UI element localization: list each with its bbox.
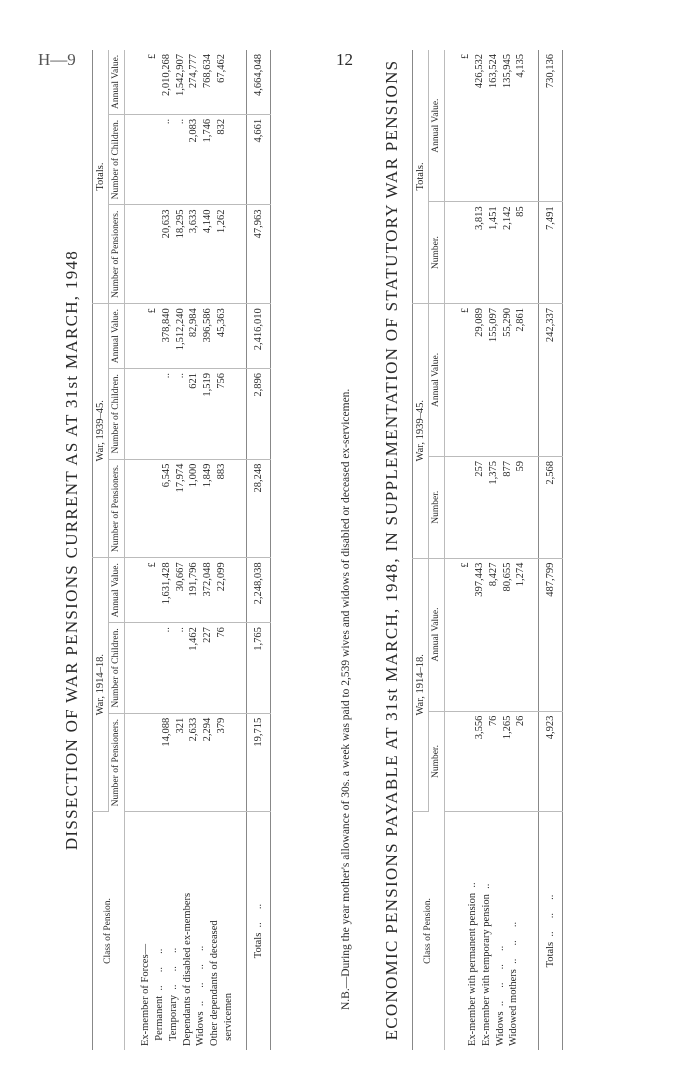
t-children: .. .. 2,083 1,746 832 xyxy=(124,114,246,205)
page-reference: H—9 xyxy=(38,50,76,69)
total-cell: 4,923 xyxy=(539,711,563,811)
sub-children: Number of Children. xyxy=(109,368,125,459)
group-war-1914-18: War, 1914–18. xyxy=(93,558,109,812)
sub-pensioners: Number of Pensioners. xyxy=(109,459,125,558)
w2-number: 257 1,375 877 59 xyxy=(444,456,538,558)
row-labels: Ex-member with permanent pension .. Ex-member with temporary pension .. Widows .. .. .. .. Widowed mothers .. .. .. xyxy=(466,882,520,1046)
total-cell: 4,661 xyxy=(246,114,270,205)
group-totals: Totals. xyxy=(93,50,109,304)
currency-symbol: £ xyxy=(146,54,158,59)
t-value: £ 426,532 163,524 135,945 4,135 xyxy=(444,50,538,202)
sub-value: Annual Value. xyxy=(429,50,445,202)
total-cell: 2,248,038 xyxy=(246,558,270,623)
group-war-1939-45: War, 1939–45. xyxy=(93,304,109,558)
war-pensions-table xyxy=(92,50,271,1050)
t-value: £ 2,010,268 1,542,907 274,777 768,634 67,462 xyxy=(124,50,246,114)
group-war-1914-18: War, 1914–18. xyxy=(413,558,429,811)
sub-value: Annual Value. xyxy=(109,304,125,369)
t-pensioners: 20,633 18,295 3,633 4,140 1,262 xyxy=(124,205,246,304)
currency-symbol: £ xyxy=(146,562,158,568)
w1-value: £ 397,443 8,427 80,655 1,274 xyxy=(444,558,538,711)
group-war-1939-45: War, 1939–45. xyxy=(413,303,429,558)
currency-symbol: £ xyxy=(459,307,471,313)
w2-value: £ 378,840 1,512,240 82,984 396,586 45,363 xyxy=(124,304,246,369)
total-cell: 19,715 xyxy=(246,713,270,811)
sub-children: Number of Children. xyxy=(109,623,125,714)
sub-number: Number. xyxy=(429,202,445,304)
w1-pensioners: 14,088 321 2,633 2,294 379 xyxy=(124,713,246,811)
group-totals: Totals. xyxy=(413,50,429,303)
sub-value: Annual Value. xyxy=(109,558,125,623)
sub-pensioners: Number of Pensioners. xyxy=(109,713,125,811)
total-cell: 4,664,048 xyxy=(246,50,270,114)
sub-pensioners: Number of Pensioners. xyxy=(109,205,125,304)
sub-value: Annual Value. xyxy=(429,303,445,456)
totals-label: Totals .. .. xyxy=(246,812,270,1051)
total-cell: 28,248 xyxy=(246,459,270,558)
w1-number: 3,556 76 1,265 26 xyxy=(444,711,538,811)
total-cell: 2,416,010 xyxy=(246,304,270,369)
rotated-content xyxy=(40,50,640,1050)
page-number: 12 xyxy=(336,50,353,69)
currency-symbol: £ xyxy=(459,54,471,59)
w2-children: .. .. 621 1,519 756 xyxy=(124,368,246,459)
w1-value: £ 1,631,428 30,667 191,796 372,048 22,099 xyxy=(124,558,246,623)
total-cell: 47,963 xyxy=(246,205,270,304)
table2-title: ECONOMIC PENSIONS PAYABLE AT 31st MARCH, 1948, IN SUPPLEMENTATION OF STATUTORY WAR PENSIONS xyxy=(382,59,401,1041)
sub-number: Number. xyxy=(429,456,445,558)
total-cell: 242,337 xyxy=(539,303,563,456)
total-cell: 7,491 xyxy=(539,202,563,304)
w2-pensioners: 6,545 17,974 1,000 1,849 883 xyxy=(124,459,246,558)
w1-children: .. .. 1,462 227 76 xyxy=(124,623,246,714)
total-cell: 730,136 xyxy=(539,50,563,202)
currency-symbol: £ xyxy=(146,308,158,314)
total-cell: 1,765 xyxy=(246,623,270,714)
total-cell: 487,799 xyxy=(539,558,563,711)
sub-value: Annual Value. xyxy=(429,558,445,711)
table1-title: DISSECTION OF WAR PENSIONS CURRENT AS AT 31st MARCH, 1948 xyxy=(62,249,81,851)
sub-number: Number. xyxy=(429,711,445,811)
col-class-of-pension: Class of Pension. xyxy=(413,812,445,1051)
economic-pensions-table xyxy=(412,50,563,1050)
col-class-of-pension: Class of Pension. xyxy=(93,812,125,1051)
total-cell: 2,568 xyxy=(539,456,563,558)
sub-children: Number of Children. xyxy=(109,114,125,205)
sub-value: Annual Value. xyxy=(109,50,125,114)
t-number: 3,813 1,451 2,142 85 xyxy=(444,202,538,304)
totals-label: Totals .. .. .. xyxy=(539,812,563,1051)
footnote: N.B.—During the year mother's allowance of 30s. a week was paid to 2,539 wives and widows of disabled or deceased ex-servicemen. xyxy=(340,388,352,1010)
row-labels: Ex-member of Forces— Permanent .. .. .. Temporary .. .. .. Dependants of disabled ex-members Widows .. .. .. .. Other dependants of deceased servicemen xyxy=(139,892,235,1046)
total-cell: 2,896 xyxy=(246,368,270,459)
w2-value: £ 29,089 155,097 55,290 2,861 xyxy=(444,303,538,456)
currency-symbol: £ xyxy=(459,562,471,568)
